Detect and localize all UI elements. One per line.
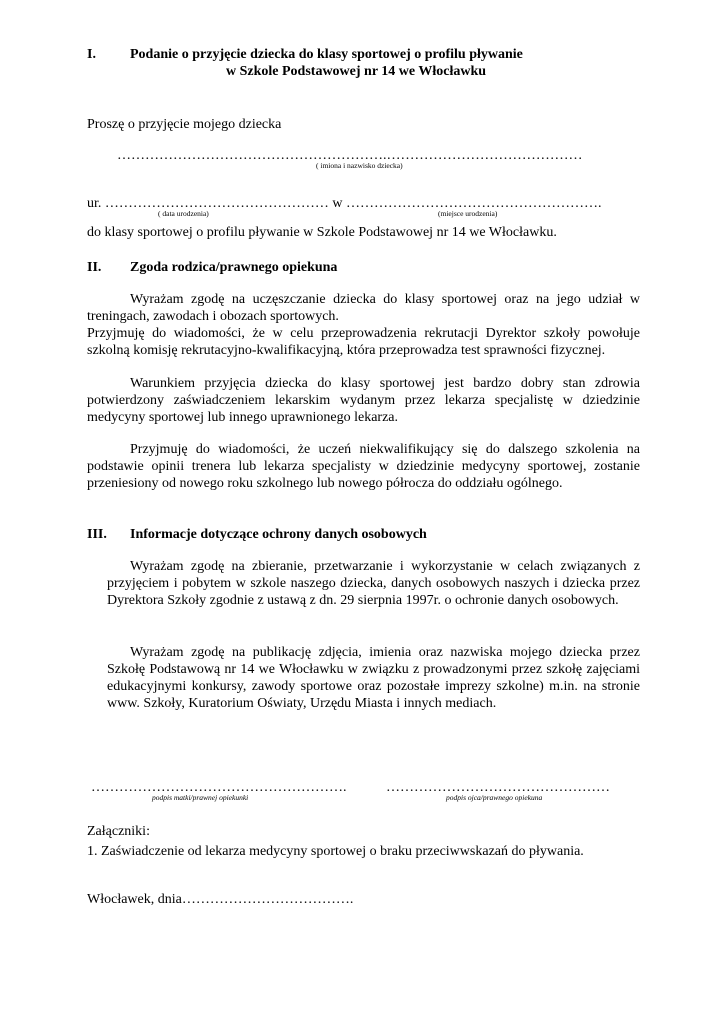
attachment-item-1: 1. Zaświadczenie od lekarza medycyny sportowej o braku przeciwwskazań do pływania. <box>87 844 584 859</box>
document-title-line-1: Podanie o przyjęcie dziecka do klasy sportowej o profilu pływanie <box>130 47 523 62</box>
class-statement: do klasy sportowej o profilu pływanie w Szkole Podstawowej nr 14 we Włocławku. <box>87 225 557 240</box>
birth-date-caption: ( data urodzenia) <box>158 209 209 218</box>
section-2-paragraph-3: Przyjmuję do wiadomości, że uczeń niekwalifikujący się do dalszego szkolenia na podstawie opinii trenera lub lekarza specjalisty w dziedzinie medycyny sportowej, zostanie przeniesiony od nowego roku szkolnego lub nowego półrocza do oddziału ogólnego. <box>87 442 640 491</box>
child-name-field[interactable]: ………………………………………………….…………………………………… <box>117 148 583 163</box>
section-number-1: I. <box>87 47 96 62</box>
place-date-field[interactable]: Włocławek, dnia………………………………. <box>87 892 354 907</box>
section-heading-2: Zgoda rodzica/prawnego opiekuna <box>130 260 338 275</box>
birth-place-caption: (miejsce urodzenia) <box>438 209 498 218</box>
section-2-paragraph-2: Warunkiem przyjęcia dziecka do klasy sportowej jest bardzo dobry stan zdrowia potwierdzony zaświadczeniem lekarskim wydanym przez lekarza specjalistę w dziedzinie medycyny sportowej lub innego uprawnionego lekarza. <box>87 376 640 425</box>
mother-signature-caption: podpis matki/prawnej opiekunki <box>152 793 249 802</box>
section-3-paragraph-1: Wyrażam zgodę na zbieranie, przetwarzanie i wykorzystanie w celach związanych z przyjęciem i pobytem w szkole naszego dziecka, danych osobowych naszych i dziecka przez Dyrektora Szkoły zgodnie z ustawą z dn. 29 sierpnia 1997r. o ochronie danych osobowych. <box>107 559 640 608</box>
father-signature-field[interactable]: ………………………………………… <box>386 780 610 795</box>
request-intro: Proszę o przyjęcie mojego dziecka <box>87 117 282 132</box>
father-signature-caption: podpis ojca/prawnego opiekuna <box>446 793 543 802</box>
section-number-2: II. <box>87 260 102 275</box>
child-name-caption: ( imiona i nazwisko dziecka) <box>316 161 403 170</box>
birth-line[interactable]: ur. ………………………………………… w ………………………………………………. <box>87 196 602 211</box>
section-2-paragraph-1b: Przyjmuję do wiadomości, że w celu przeprowadzenia rekrutacji Dyrektor szkoły powołuje szkolną komisję rekrutacyjno-kwalifikacyjną, która przeprowadza test sprawności fizycznej. <box>87 326 640 358</box>
section-3-paragraph-2: Wyrażam zgodę na publikację zdjęcia, imienia oraz nazwiska mojego dziecka przez Szkołę Podstawową nr 14 we Włocławku w związku z prowadzonymi przez szkołę zajęciami edukacyjnymi konkursy, zawody sportowe oraz pozostałe imprezy szkolne) m.in. na stronie www. Szkoły, Kuratorium Oświaty, Urzędu Miasta i innych mediach. <box>107 645 640 711</box>
mother-signature-field[interactable]: ………………………………………………. <box>91 780 347 795</box>
section-2-paragraph-1: Wyrażam zgodę na uczęszczanie dziecka do klasy sportowej oraz na jego udział w treningach, zawodach i obozach sportowych. Przyjmuję do wiadomości, że w celu przeprowadzenia rekrutacji Dyrektor szkoły powołuje szkolną komisję rekrutacyjno-kwalifikacyjną, która przeprowadza test sprawności fizycznej. <box>87 292 640 358</box>
document-title-line-2: w Szkole Podstawowej nr 14 we Włocławku <box>226 64 487 79</box>
section-number-3: III. <box>87 527 107 542</box>
attachments-heading: Załączniki: <box>87 824 150 839</box>
section-heading-3: Informacje dotyczące ochrony danych osobowych <box>130 527 427 542</box>
